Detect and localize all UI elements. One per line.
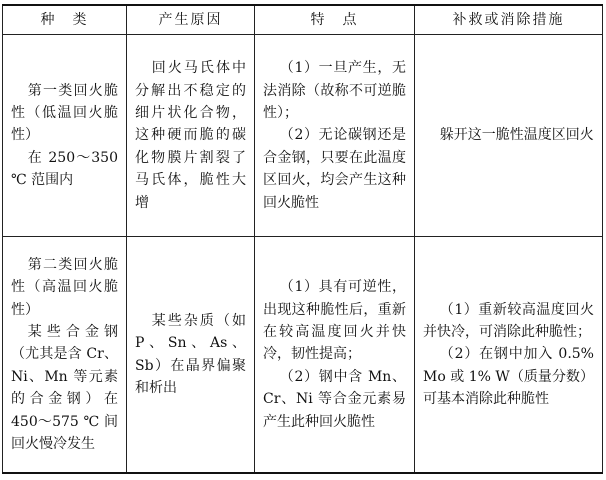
header-row (3, 5, 603, 35)
header-remedy: 补救或消除措施 (415, 5, 603, 35)
table-row (3, 237, 603, 473)
type-name: 第二类回火脆性（高温回火脆性） (11, 256, 118, 318)
feature-2: （2）钢中含 Mn、Cr、Ni 等合金元素易产生此种回火脆性 (263, 368, 406, 430)
cell-features (255, 35, 415, 237)
cell-cause (127, 35, 255, 237)
remedy-1: （1）重新较高温度回火并快冷，可消除此种脆性； (423, 301, 594, 340)
remedy-2: （2）在钢中加入 0.5% Mo 或 1% W（质量分数）可基本消除此种脆性 (423, 346, 594, 408)
cell-type (3, 237, 127, 473)
header-type: 种 类 (3, 5, 127, 35)
table-row (3, 35, 603, 237)
cause-text: 某些杂质（如 P、Sn、As、Sb）在晶界偏聚和析出 (135, 312, 246, 396)
header-cause: 产生原因 (127, 5, 255, 35)
cell-remedy (415, 35, 603, 237)
cause-text: 回火马氏体中分解出不稳定的细片状化合物，这种硬而脆的碳化物膜片割裂了马氏体，脆性大增 (135, 60, 246, 211)
temper-brittleness-table (2, 4, 603, 474)
feature-1: （1）具有可逆性，出现这种脆性后，重新在较高温度回火并快冷，韧性提高； (263, 279, 406, 363)
cell-remedy (415, 237, 603, 473)
type-condition: 在 250～350 ℃ 范围内 (11, 149, 118, 189)
feature-2: （2）无论碳钢还是合金钢，只要在此温度区回火，均会产生这种回火脆性 (263, 127, 406, 211)
cell-features (255, 237, 415, 473)
remedy-1: 躲开这一脆性温度区回火 (439, 127, 594, 144)
header-features: 特 点 (255, 5, 415, 35)
feature-1: （1）一旦产生，无法消除（故称不可逆脆性）； (263, 60, 406, 121)
cell-cause (127, 237, 255, 473)
type-name: 第一类回火脆性（低温回火脆性） (11, 82, 118, 144)
type-condition: 某些合金钢（尤其是含 Cr、Ni、Mn 等元素的合金钢）在 450～575 ℃ 间回火慢冷发生 (11, 323, 118, 452)
cell-type (3, 35, 127, 237)
